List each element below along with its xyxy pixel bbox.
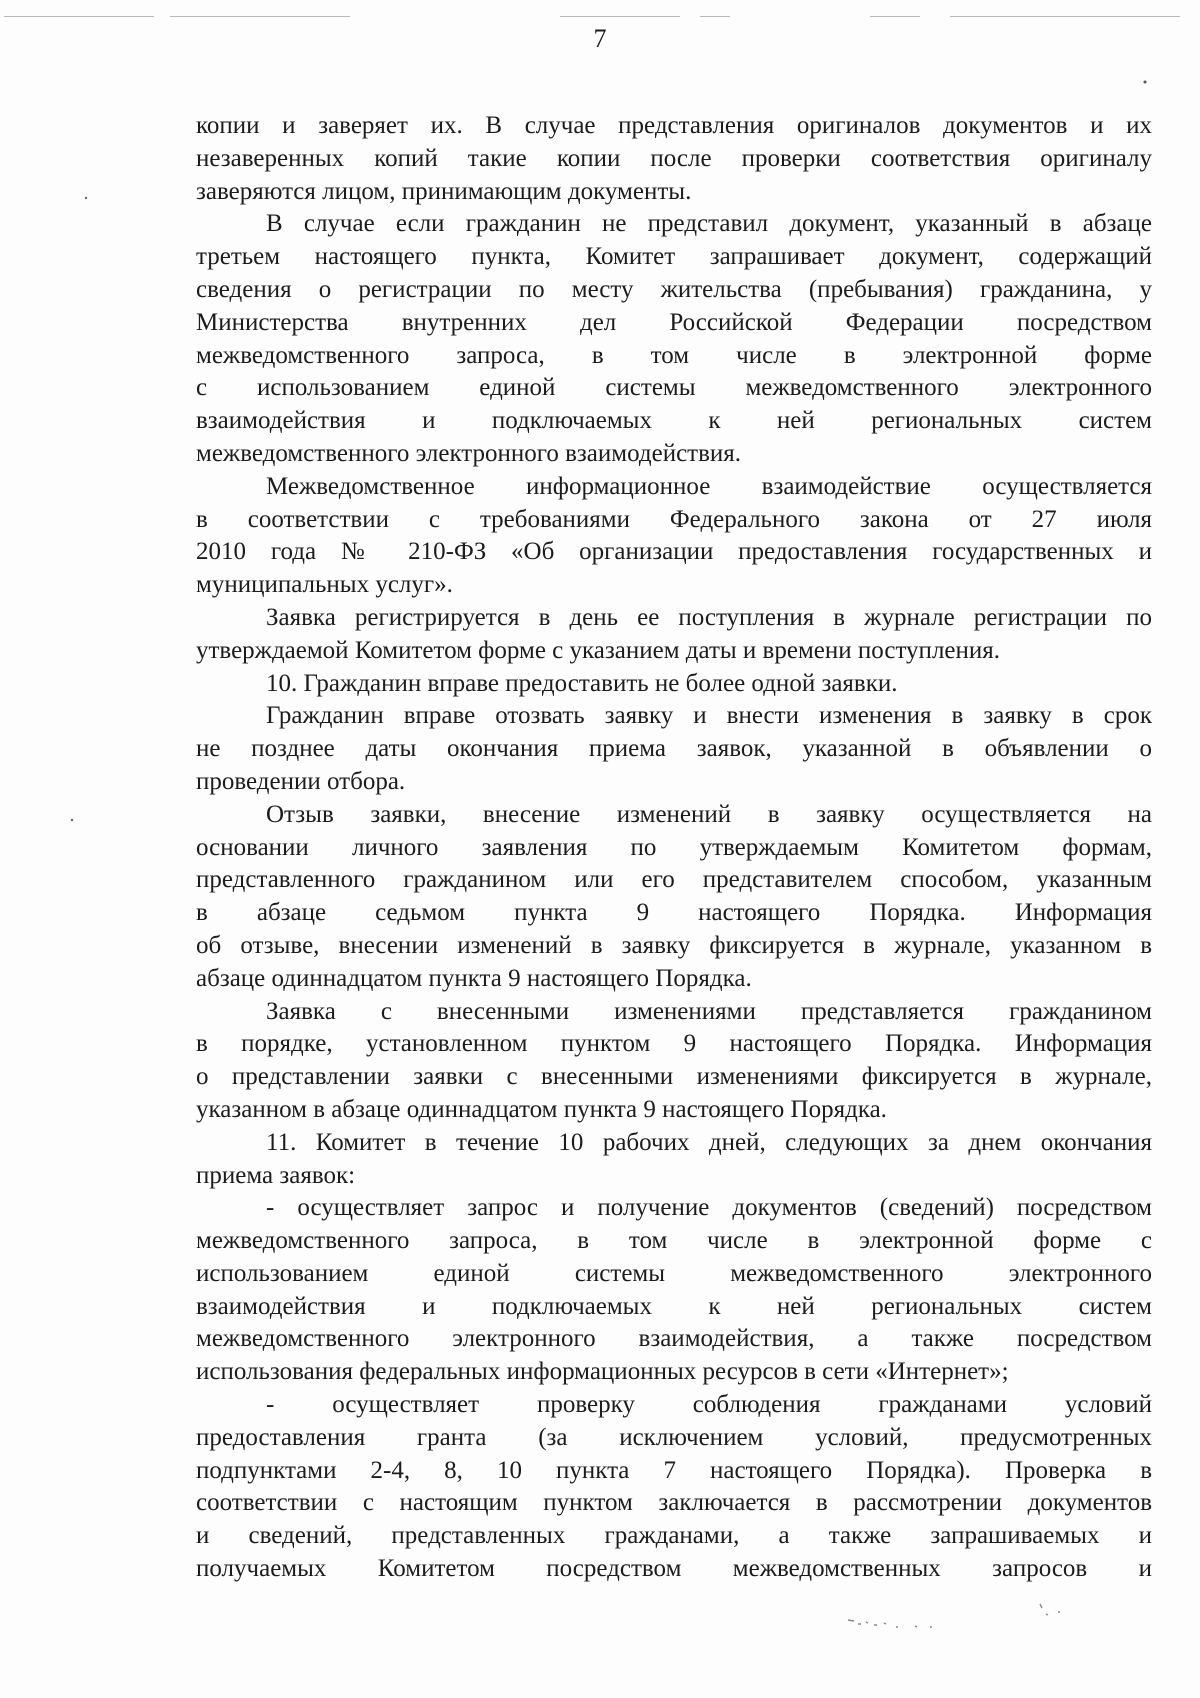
- text-line: Министерства внутренних дел Российской Федерации посредством: [196, 308, 1152, 336]
- text-line: предоставления гранта (за исключением условий, предусмотренных: [196, 1423, 1152, 1451]
- text-line: межведомственного электронного взаимодействия.: [196, 439, 742, 467]
- text-line: не позднее даты окончания приема заявок, указанной в объявлении о: [196, 735, 1152, 763]
- text-line: в соответствии с требованиями Федерального закона от 27 июля: [196, 505, 1152, 533]
- text-line: представленного гражданином или его представителем способом, указанным: [196, 866, 1152, 894]
- document-text: [196, 110, 1152, 1586]
- text-line: использования федеральных информационных ресурсов в сети «Интернет»;: [196, 1358, 1009, 1386]
- text-line: 10. Гражданин вправе предоставить не более одной заявки.: [266, 669, 898, 697]
- text-line: заверяются лицом, принимающим документы.: [196, 177, 692, 205]
- text-line: указанном в абзаце одиннадцатом пункта 9 настоящего Порядка.: [196, 1095, 887, 1123]
- text-line: в порядке, установленном пунктом 9 настоящего Порядка. Информация: [196, 1030, 1152, 1058]
- text-line: - осуществляет проверку соблюдения гражданами условий: [266, 1391, 1152, 1419]
- text-line: основании личного заявления по утверждаемым Комитетом формам,: [196, 833, 1152, 861]
- text-line: взаимодействия и подключаемых к ней региональных систем: [196, 407, 1152, 435]
- text-line: соответствии с настоящим пунктом заключается в рассмотрении документов: [196, 1489, 1152, 1517]
- text-line: использованием единой системы межведомственного электронного: [196, 1259, 1152, 1287]
- page-number: 7: [593, 24, 607, 53]
- text-line: межведомственного электронного взаимодействия, а также посредством: [196, 1325, 1152, 1353]
- text-line: Межведомственное информационное взаимодействие осуществляется: [266, 472, 1152, 500]
- text-line: 11. Комитет в течение 10 рабочих дней, следующих за днем окончания: [266, 1128, 1152, 1156]
- text-line: взаимодействия и подключаемых к ней региональных систем: [196, 1292, 1152, 1320]
- text-line: Заявка с внесенными изменениями представляется гражданином: [266, 997, 1152, 1025]
- text-line: приема заявок:: [196, 1161, 356, 1189]
- text-line: Отзыв заявки, внесение изменений в заявку осуществляется на: [266, 800, 1152, 828]
- text-line: с использованием единой системы межведомственного электронного: [196, 374, 1152, 402]
- text-line: и сведений, представленных гражданами, а также запрашиваемых и: [196, 1522, 1152, 1550]
- text-line: утверждаемой Комитетом форме с указанием даты и времени поступления.: [196, 636, 1001, 664]
- text-line: третьем настоящего пункта, Комитет запрашивает документ, содержащий: [196, 243, 1152, 271]
- text-line: копии и заверяет их. В случае представления оригиналов документов и их: [196, 112, 1152, 139]
- text-line: 2010 года № 210-ФЗ «Об организации предоставления государственных и: [196, 538, 1152, 566]
- text-line: межведомственного запроса, в том числе в электронной форме с: [196, 1227, 1152, 1255]
- text-line: Заявка регистрируется в день ее поступления в журнале регистрации по: [266, 603, 1152, 631]
- text-line: в абзаце седьмом пункта 9 настоящего Порядка. Информация: [196, 899, 1152, 927]
- text-line: муниципальных услуг».: [196, 571, 453, 599]
- text-line: проведении отбора.: [196, 767, 406, 795]
- text-line: межведомственного запроса, в том числе в электронной форме: [196, 341, 1152, 369]
- text-line: сведения о регистрации по месту жительства (пребывания) гражданина, у: [196, 275, 1152, 303]
- text-line: об отзыве, внесении изменений в заявку фиксируется в журнале, указанном в: [196, 931, 1152, 959]
- scan-edge-marks: [0, 14, 1200, 20]
- text-line: подпунктами 2-4, 8, 10 пункта 7 настоящего Порядка). Проверка в: [196, 1456, 1152, 1484]
- text-line: абзаце одиннадцатом пункта 9 настоящего Порядка.: [196, 964, 752, 992]
- text-line: незаверенных копий такие копии после проверки соответствия оригиналу: [196, 144, 1152, 172]
- text-line: о представлении заявки с внесенными изменениями фиксируется в журнале,: [196, 1063, 1152, 1091]
- text-line: Гражданин вправе отозвать заявку и внести изменения в заявку в срок: [266, 702, 1152, 730]
- text-line: В случае если гражданин не представил документ, указанный в абзаце: [266, 210, 1152, 238]
- text-line: - осуществляет запрос и получение документов (сведений) посредством: [266, 1194, 1152, 1222]
- text-line: получаемых Комитетом посредством межведомственных запросов и: [196, 1555, 1152, 1583]
